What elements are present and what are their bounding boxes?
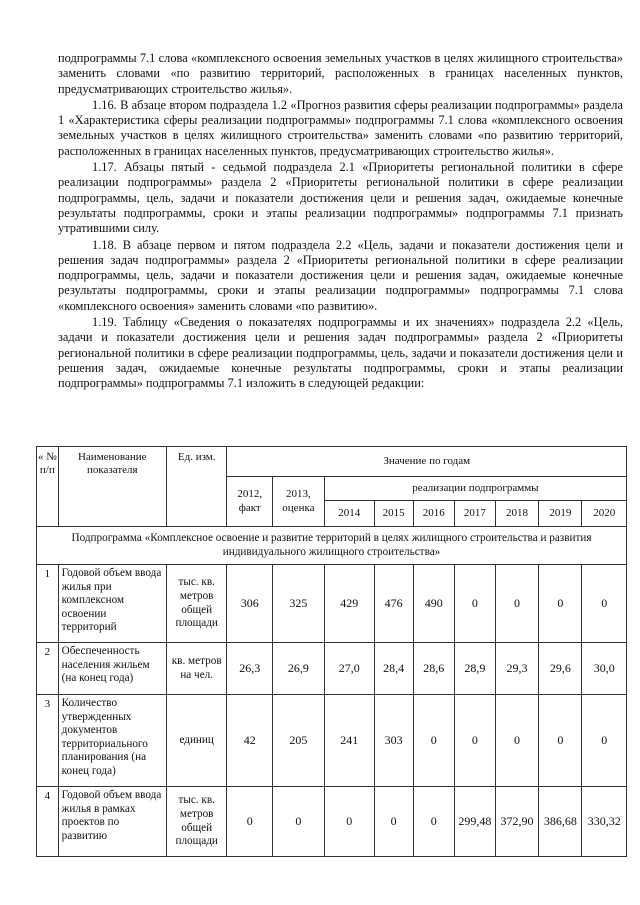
header-realization: реализации подпрограммы [324, 477, 626, 501]
value-cell: 0 [495, 695, 538, 787]
header-year: 2014 [324, 501, 374, 527]
value-cell: 0 [227, 787, 272, 857]
header-year: 2020 [582, 501, 627, 527]
row-number: 3 [37, 695, 59, 787]
value-cell: 325 [272, 565, 324, 643]
header-row [37, 447, 627, 477]
header-year: 2018 [495, 501, 538, 527]
value-cell: 241 [324, 695, 374, 787]
unit-cell: единиц [166, 695, 227, 787]
value-cell: 26,3 [227, 643, 272, 695]
value-cell: 0 [374, 787, 413, 857]
unit-cell: кв. метров на чел. [166, 643, 227, 695]
paragraph-1-16: 1.16. В абзаце втором подраздела 1.2 «Прогноз развития сферы реализации подпрограммы» раздела 1 «Характеристика сферы реализации подпрограммы» подпрограммы 7.1 слова «комплексного освоения земельных участков в целях жилищного строительства» заменить словами «по развитию территорий, расположенных в границах населенных пунктов, предусматривающих строительство жилья». [58, 97, 623, 158]
value-cell: 303 [374, 695, 413, 787]
value-cell: 28,4 [374, 643, 413, 695]
value-cell: 29,3 [495, 643, 538, 695]
value-cell: 0 [454, 565, 495, 643]
value-cell: 0 [582, 695, 627, 787]
value-cell: 0 [324, 787, 374, 857]
subprogram-row [37, 527, 627, 565]
table-row [37, 565, 627, 643]
indicators-table [36, 446, 627, 857]
paragraph-1-19: 1.19. Таблицу «Сведения о показателях подпрограммы и их значениях» подраздела 2.2 «Цель, задачи и показатели достижения цели и решения задач подпрограммы» раздела 2 «Приоритеты региональной политики в сфере реализации подпрограммы, цель, задачи и показатели достижения цели и решения задач, ожидаемые конечные результаты подпрограммы, сроки и этапы реализации подпрограммы» подпрограммы 7.1 изложить в следующей редакции: [58, 315, 623, 391]
header-year: 2017 [454, 501, 495, 527]
paragraph-continuation: подпрограммы 7.1 слова «комплексного освоения земельных участков в целях жилищного строительства» заменить словами «по развитию территорий, расположенных в границах населенных пунктов, предусматривающих строительство жилья». [58, 51, 623, 96]
unit-cell: тыс. кв. метров общей площади [166, 787, 227, 857]
value-cell: 0 [272, 787, 324, 857]
header-year: 2015 [374, 501, 413, 527]
value-cell: 27,0 [324, 643, 374, 695]
document-text [58, 51, 623, 393]
value-cell: 205 [272, 695, 324, 787]
value-cell: 29,6 [539, 643, 582, 695]
value-cell: 28,6 [413, 643, 454, 695]
paragraph-1-17: 1.17. Абзацы пятый - седьмой подраздела 2.1 «Приоритеты региональной политики в сфере реализации подпрограммы» раздела 2 «Приоритеты региональной политики в сфере реализации подпрограммы, цель, задачи и показатели достижения цели и решения задач, ожидаемые конечные результаты подпрограммы, сроки и этапы реализации подпрограммы» подпрограммы 7.1 признать утратившими силу. [58, 160, 623, 236]
value-cell: 490 [413, 565, 454, 643]
value-cell: 0 [454, 695, 495, 787]
value-cell: 306 [227, 565, 272, 643]
value-cell: 330,32 [582, 787, 627, 857]
value-cell: 42 [227, 695, 272, 787]
header-unit: Ед. изм. [166, 447, 227, 527]
value-cell: 429 [324, 565, 374, 643]
header-num: « № п/п [37, 447, 59, 527]
value-cell: 0 [495, 565, 538, 643]
table-row [37, 643, 627, 695]
value-cell: 0 [539, 695, 582, 787]
header-2012: 2012, факт [227, 477, 272, 527]
paragraph-1-18: 1.18. В абзаце первом и пятом подраздела 2.2 «Цель, задачи и показатели достижения цели и решения задач подпрограммы» раздела 2 «Приоритеты региональной политики в сфере реализации подпрограммы, цель, задачи и показатели достижения цели и решения задач, ожидаемые конечные результаты подпрограммы, сроки и этапы реализации подпрограммы» подпрограммы 7.1 слова «комплексного освоения» заменить словами «по развитию». [58, 237, 623, 313]
value-cell: 0 [413, 787, 454, 857]
value-cell: 0 [582, 565, 627, 643]
header-year: 2019 [539, 501, 582, 527]
indicator-name: Годовой объем ввода жилья при комплексном освоении территорий [58, 565, 166, 643]
indicator-name: Обеспеченность населения жильем (на конец года) [58, 643, 166, 695]
value-cell: 0 [539, 565, 582, 643]
value-cell: 28,9 [454, 643, 495, 695]
table-row [37, 787, 627, 857]
row-number: 4 [37, 787, 59, 857]
value-cell: 476 [374, 565, 413, 643]
value-cell: 372,90 [495, 787, 538, 857]
value-cell: 386,68 [539, 787, 582, 857]
subprogram-title: Подпрограмма «Комплексное освоение и развитие территорий в целях жилищного строительства и развития индивидуального жилищного строительства» [37, 527, 627, 565]
value-cell: 26,9 [272, 643, 324, 695]
header-year: 2016 [413, 501, 454, 527]
unit-cell: тыс. кв. метров общей площади [166, 565, 227, 643]
table-row [37, 695, 627, 787]
indicator-name: Годовой объем ввода жилья в рамках проектов по развитию [58, 787, 166, 857]
value-cell: 30,0 [582, 643, 627, 695]
header-values-by-year: Значение по годам [227, 447, 627, 477]
header-name: Наименование показателя [58, 447, 166, 527]
value-cell: 299,48 [454, 787, 495, 857]
value-cell: 0 [413, 695, 454, 787]
header-2013: 2013, оценка [272, 477, 324, 527]
row-number: 2 [37, 643, 59, 695]
row-number: 1 [37, 565, 59, 643]
indicator-name: Количество утвержденных документов территориального планирования (на конец года) [58, 695, 166, 787]
